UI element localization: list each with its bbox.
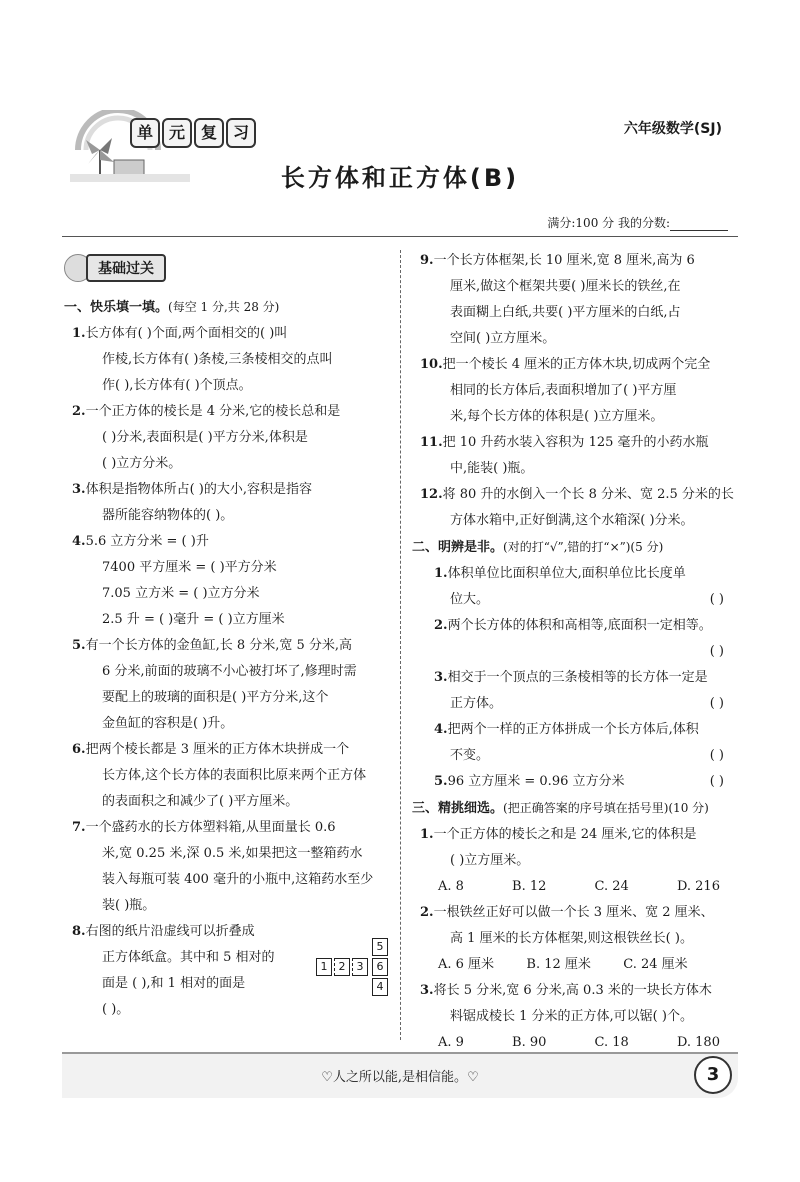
section-heading-2: [412, 534, 734, 561]
section-badge: [64, 254, 166, 282]
question-number: 1.: [434, 566, 448, 581]
question-text: 一根铁丝正好可以做一个长 3 厘米、宽 2 厘米、: [433, 905, 714, 920]
question-continuation: [64, 373, 390, 399]
judge-line: [412, 691, 734, 717]
question-number: 5.: [72, 638, 86, 653]
question-continuation: [64, 581, 390, 607]
judge-line: [412, 769, 734, 795]
question-continuation: [412, 274, 734, 300]
section-note: (对的打“√”,错的打“×”)(5 分): [503, 540, 664, 554]
question-number: 6.: [72, 742, 86, 757]
question-line: [64, 399, 390, 425]
question-continuation: [412, 378, 734, 404]
grade-label: 六年级数学(SJ): [623, 121, 722, 137]
question-text: 把 10 升药水装入容积为 125 毫升的小药水瓶: [442, 435, 709, 450]
question-continuation: [412, 456, 734, 482]
question-text: 一个正方体的棱长之和是 24 厘米,它的体积是: [433, 827, 697, 842]
question-number: 4.: [72, 534, 86, 549]
question-text: 米,每个长方体的体积是( )立方厘米。: [450, 409, 664, 424]
question-text: 装入每瓶可装 400 毫升的小瓶中,这箱药水至少: [102, 872, 374, 887]
question-number: 10.: [420, 357, 443, 372]
question-text: 中,能装( )瓶。: [450, 461, 534, 476]
question-text: 体积是指物体所占( )的大小,容积是指容: [85, 482, 312, 497]
question-line: [64, 737, 390, 763]
question-line: [64, 321, 390, 347]
answer-blank[interactable]: ( ): [709, 644, 724, 659]
section-title: 二、明辨是非。: [412, 540, 504, 555]
question-text: 装( )瓶。: [102, 898, 156, 913]
question-number: 8.: [72, 924, 86, 939]
question-continuation: [64, 789, 390, 815]
question-text: 方体水箱中,正好倒满,这个水箱深( )分米。: [450, 513, 694, 528]
question-text: 金鱼缸的容积是( )升。: [102, 716, 234, 731]
choice-option[interactable]: D. 180: [676, 1035, 720, 1050]
question-text: 长方体,这个长方体的表面积比原来两个正方体: [102, 768, 367, 783]
question-continuation: [64, 555, 390, 581]
question-continuation: [64, 347, 390, 373]
question-number: 11.: [420, 435, 443, 450]
question-text: 高 1 厘米的长方体框架,则这根铁丝长( )。: [450, 931, 693, 946]
question-text: 正方体纸盒。其中和 5 相对的: [102, 950, 275, 965]
net-face: 5: [372, 938, 388, 956]
unit-label-char: 复: [194, 118, 224, 148]
question-continuation: [64, 841, 390, 867]
score-text: 满分:100 分 我的分数:: [547, 216, 670, 230]
question-line: [64, 477, 390, 503]
question-continuation: [412, 326, 734, 352]
question-continuation: [64, 451, 390, 477]
net-face: 4: [372, 978, 388, 996]
choice-option[interactable]: A. 6 厘米: [438, 957, 495, 972]
question-continuation: [64, 867, 390, 893]
section-heading-1: [64, 294, 390, 321]
question-text: 96 立方厘米 = 0.96 立方分米: [447, 774, 625, 789]
answer-blank[interactable]: ( ): [709, 696, 724, 711]
question-text: 表面糊上白纸,共要( )平方厘米的白纸,占: [450, 305, 681, 320]
question-number: 2.: [434, 618, 448, 633]
judge-text: [434, 613, 712, 639]
question-continuation: [64, 893, 390, 919]
judge-line: [412, 717, 734, 743]
left-column: [64, 294, 390, 1023]
choice-option[interactable]: B. 90: [512, 1035, 547, 1050]
footer-motto: [0, 1066, 800, 1085]
question-line: [412, 430, 734, 456]
choice-option[interactable]: C. 18: [594, 1035, 629, 1050]
question-text: 器所能容纳物体的( )。: [102, 508, 234, 523]
true-false-questions: [412, 561, 734, 795]
question-text: 正方体。: [450, 696, 503, 711]
net-face: 2: [334, 958, 350, 976]
question-number: 12.: [420, 487, 443, 502]
judge-text: [434, 639, 450, 665]
judge-text: [434, 587, 489, 613]
question-line: [412, 352, 734, 378]
question-number: 9.: [420, 253, 434, 268]
question-number: 3.: [420, 983, 434, 998]
question-text: ( )。: [102, 1002, 130, 1017]
question-text: 料锯成棱长 1 分米的正方体,可以锯( )个。: [450, 1009, 693, 1024]
header-rule: [62, 236, 738, 237]
judge-text: [434, 769, 625, 795]
question-number: 4.: [434, 722, 448, 737]
question-text: 把两个棱长都是 3 厘米的正方体木块拼成一个: [85, 742, 350, 757]
question-number: 1.: [420, 827, 434, 842]
question-line: [412, 900, 734, 926]
choice-option[interactable]: C. 24 厘米: [623, 957, 688, 972]
question-text: 相交于一个顶点的三条棱相等的长方体一定是: [447, 670, 708, 685]
judge-text: [434, 665, 708, 691]
answer-blank[interactable]: ( ): [709, 774, 724, 789]
question-text: 一个盛药水的长方体塑料箱,从里面量长 0.6: [85, 820, 336, 835]
question-line: [64, 529, 390, 555]
column-divider: [400, 250, 401, 1040]
question-continuation: [412, 404, 734, 430]
multiple-choice-questions: [412, 822, 734, 1056]
question-continuation: [412, 848, 734, 874]
section-note: (每空 1 分,共 28 分): [168, 300, 280, 314]
choice-option[interactable]: D. 216: [676, 879, 720, 894]
question-continuation: [64, 997, 390, 1023]
fill-blank-questions: [64, 321, 390, 1023]
section-badge-label: 基础过关: [86, 254, 166, 282]
section-title: 三、精挑细选。: [412, 801, 504, 816]
question-number: 3.: [434, 670, 448, 685]
question-text: 面是 ( ),和 1 相对的面是: [102, 976, 246, 991]
section-title: 一、快乐填一填。: [64, 300, 169, 315]
question-text: 长方体有( )个面,两个面相交的( )叫: [85, 326, 288, 341]
unit-label-char: 单: [130, 118, 160, 148]
question-text: 作棱,长方体有( )条棱,三条棱相交的点叫: [102, 352, 333, 367]
question-text: 将长 5 分米,宽 6 分米,高 0.3 米的一块长方体木: [433, 983, 712, 998]
question-line: [412, 482, 734, 508]
question-line: [64, 815, 390, 841]
judge-text: [434, 691, 502, 717]
question-continuation: [64, 503, 390, 529]
fill-blank-questions-continued: [412, 248, 734, 534]
choice-option[interactable]: C. 24: [594, 879, 629, 894]
question-text: 7.05 立方米 = ( )立方分米: [102, 586, 260, 601]
question-text: 5.6 立方分米 = ( )升: [85, 534, 209, 549]
question-line: [412, 248, 734, 274]
question-text: 一个正方体的棱长是 4 分米,它的棱长总和是: [85, 404, 341, 419]
question-text: 6 分米,前面的玻璃不小心被打坏了,修理时需: [102, 664, 357, 679]
question-text: 有一个长方体的金鱼缸,长 8 分米,宽 5 分米,高: [85, 638, 353, 653]
answer-blank[interactable]: ( ): [709, 748, 724, 763]
question-text: 厘米,做这个框架共要( )厘米长的铁丝,在: [450, 279, 681, 294]
question-line: [64, 919, 390, 945]
question-continuation: [412, 508, 734, 534]
unit-review-label: [130, 118, 256, 148]
question-text: 体积单位比面积单位大,面积单位比长度单: [447, 566, 686, 581]
question-continuation: [64, 685, 390, 711]
question-text: 米,宽 0.25 米,深 0.5 米,如果把这一整箱药水: [102, 846, 363, 861]
question-text: 两个长方体的体积和高相等,底面积一定相等。: [447, 618, 712, 633]
judge-line: [412, 613, 734, 639]
question-text: 2.5 升 = ( )毫升 = ( )立方厘米: [102, 612, 285, 627]
right-column: [412, 248, 734, 1056]
question-text: 7400 平方厘米 = ( )平方分米: [102, 560, 277, 575]
question-text: 不变。: [450, 748, 490, 763]
question-continuation: [64, 659, 390, 685]
question-line: [412, 822, 734, 848]
question-text: 要配上的玻璃的面积是( )平方分米,这个: [102, 690, 329, 705]
judge-line: [412, 665, 734, 691]
option-row: [412, 874, 734, 900]
question-text: ( )立方厘米。: [450, 853, 530, 868]
question-text: 空间( )立方厘米。: [450, 331, 556, 346]
question-text: 把两个一样的正方体拼成一个长方体后,体积: [447, 722, 699, 737]
judge-text: [434, 743, 489, 769]
question-text: 作( ),长方体有( )个顶点。: [102, 378, 252, 393]
question-text: 相同的长方体后,表面积增加了( )平方厘: [450, 383, 677, 398]
question-number: 3.: [72, 482, 86, 497]
question-continuation: [64, 607, 390, 633]
heart-icon: ♡: [467, 1070, 479, 1085]
question-text: 将 80 升的水倒入一个长 8 分米、宽 2.5 分米的长: [442, 487, 734, 502]
question-continuation: [64, 763, 390, 789]
section-note: (把正确答案的序号填在括号里)(10 分): [503, 801, 709, 815]
question-text: 右图的纸片沿虚线可以折叠成: [85, 924, 255, 939]
question-text: 一个长方体框架,长 10 厘米,宽 8 厘米,高为 6: [433, 253, 695, 268]
question-continuation: [412, 926, 734, 952]
score-line: [547, 214, 728, 231]
judge-line: [412, 743, 734, 769]
question-continuation: [64, 711, 390, 737]
question-number: 2.: [420, 905, 434, 920]
choice-option[interactable]: A. 9: [438, 1035, 464, 1050]
question-number: 2.: [72, 404, 86, 419]
choice-option[interactable]: A. 8: [438, 879, 464, 894]
judge-text: [434, 717, 699, 743]
net-face: 3: [352, 958, 368, 976]
choice-option[interactable]: B. 12 厘米: [526, 957, 591, 972]
question-text: 位大。: [450, 592, 490, 607]
question-number: 5.: [434, 774, 448, 789]
heart-icon: ♡: [321, 1070, 333, 1085]
motto-text: 人之所以能,是相信能。: [332, 1070, 468, 1085]
question-number: 7.: [72, 820, 86, 835]
score-blank[interactable]: [670, 218, 728, 231]
question-continuation: [412, 300, 734, 326]
net-face: 1: [316, 958, 332, 976]
judge-line: [412, 561, 734, 587]
question-text: 把一个棱长 4 厘米的正方体木块,切成两个完全: [442, 357, 711, 372]
question-continuation: [64, 425, 390, 451]
question-continuation: [412, 1004, 734, 1030]
question-text: 的表面积之和减少了( )平方厘米。: [102, 794, 299, 809]
choice-option[interactable]: B. 12: [512, 879, 547, 894]
unit-label-char: 习: [226, 118, 256, 148]
judge-text: [434, 561, 686, 587]
judge-line: [412, 587, 734, 613]
net-face: 6: [372, 958, 388, 976]
question-line: [412, 978, 734, 1004]
judge-line: [412, 639, 734, 665]
question-line: [64, 633, 390, 659]
page-number: 3: [694, 1056, 732, 1094]
question-text: ( )立方分米。: [102, 456, 182, 471]
question-text: ( )分米,表面积是( )平方分米,体积是: [102, 430, 308, 445]
question-number: 1.: [72, 326, 86, 341]
option-row: [412, 952, 734, 978]
unit-label-char: 元: [162, 118, 192, 148]
answer-blank[interactable]: ( ): [709, 592, 724, 607]
section-heading-3: [412, 795, 734, 822]
page-title: 长方体和正方体(B): [280, 164, 520, 192]
